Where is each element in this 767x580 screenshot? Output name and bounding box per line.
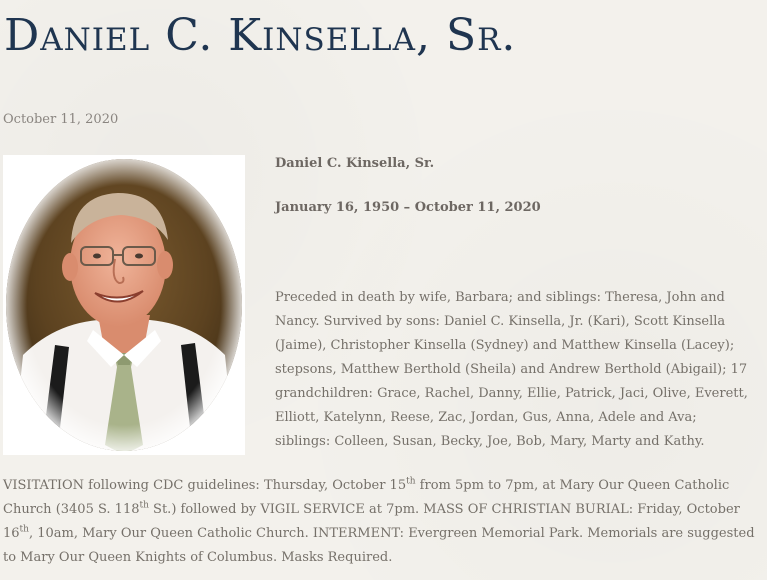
services-text-1: VISITATION following CDC guidelines: Thursday, October 15 — [3, 478, 407, 493]
services-text-3: St.) followed by VIGIL SERVICE at 7pm. MASS OF CHRISTIAN BURIAL: Friday, October 16 — [3, 502, 740, 541]
post-date: October 11, 2020 — [3, 112, 119, 127]
portrait-image — [3, 155, 245, 455]
ordinal-suffix: th — [406, 476, 416, 487]
deceased-name: Daniel C. Kinsella, Sr. — [275, 156, 435, 171]
services-paragraph — [3, 474, 759, 570]
family-paragraph: Preceded in death by wife, Barbara; and siblings: Theresa, John and Nancy. Survived by sons: Daniel C. Kinsella, Jr. (Kari), Scott Kinsella (Jaime), Christopher Kinsella (Sydney) and Matthew Kinsella (Lacey); stepsons, Matthew Berthold (Sheila) and Andrew Berthold (Abigail); 17 grandchildren: Grace, Rachel, Danny, Ellie, Patrick, Jaci, Olive, Everett, Elliott, Katelynn, Reese, Zac, Jordan, Gus, Anna, Adele and Ava; siblings: Colleen, Susan, Becky, Joe, Bob, Mary, Marty and Kathy. — [275, 290, 748, 449]
services-text-4: , 10am, Mary Our Queen Catholic Church. INTERMENT: Evergreen Memorial Park. Memorials are suggested to Mary Our Queen Knights of Columbus. Masks Required. — [3, 526, 755, 565]
page-title: Daniel C. Kinsella, Sr. — [4, 10, 517, 61]
life-dates: January 16, 1950 – October 11, 2020 — [275, 200, 541, 215]
ordinal-suffix: th — [139, 500, 149, 511]
ordinal-suffix: th — [19, 524, 29, 535]
services-text-2: from 5pm to 7pm, at Mary Our Queen Catholic Church (3405 S. 118 — [3, 478, 730, 517]
portrait-photo — [3, 155, 245, 455]
obituary-info — [275, 156, 755, 449]
